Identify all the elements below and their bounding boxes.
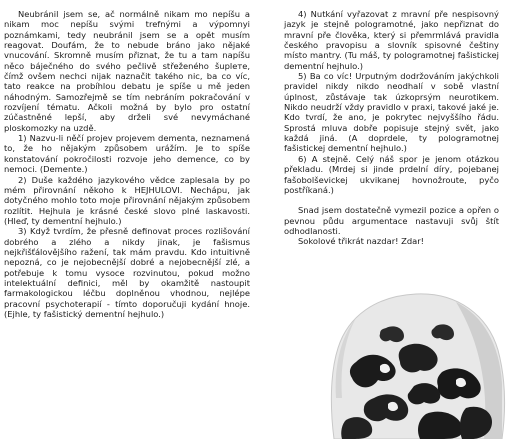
closing-paragraph: Snad jsem dostatečně vymezil pozice a opřen o pevnou půdu argumentace nastavuji svůj štít odhodlanosti. (284, 205, 499, 236)
article-right-column (284, 9, 499, 247)
sign-off: Sokolové třikrát nazdar! Zdar! (298, 236, 425, 247)
camo-painted-head-photo (316, 288, 512, 439)
point-1-paragraph: 1) Nazvu-li něčí projev projevem dementa, neznamená to, že ho nějakým způsobem urážím. Je to spíše konstatování pokročilosti rozvoje jeho demence, co by nemoci. (Demente.) (4, 133, 250, 175)
intro-paragraph: Neubránil jsem se, ač normálně nikam mo nepíšu a nikam moc nepíšu svými trefnými a výpomnyi poznámkami, tedy neubránil jsem se a opět musím reagovat. Doufám, že to nebude bráno jako nějaké vnucování. Skromně musím přiznat, že tu a tam napíšu něco báječného do svého pečlivě střeženého šupleте, čímž ovšem nechci nijak naznačit takého nic, ba co víc, tato reakce na probíhlou debatu je spíše u mě jeden náhodným. Samozřejmě se tím nebráním pokračování v rozvíjení tématu. Ačkoli možná by bylo pro ostatní zúčastněné lepší, aby drželi své nevymáchané ploskomozky na uzdě. (4, 9, 250, 133)
point-6-paragraph: 6) A stejně. Celý náš spor je jenom otázkou překladu. (Mrdej si jinde prdelní díry, pojebanej fašobolševickej ukvikanej hovnožroute, pyčo postříkaná.) (284, 153, 499, 195)
point-2-paragraph: 2) Duše každého jazykového vědce zaplesala by po mém přirovnání někoho k HEJHULOVI. Nechápu, jak dotyčného mohlo toto moje přirovnání nějakým způsobem rozlítit. Hejhula je krásné české slovo plné laskavosti. (Hleď, ty dementní hejhulo.) (4, 174, 250, 226)
article-left-column (4, 9, 250, 319)
point-3-paragraph: 3) Když tvrdím, že přesně definovat proces rozlišování dobrého a zlého a nikdy jinak, je fašismus nejkřišťálovějšího ražení, tak mám pravdu. Kdo intuitivně nepozná, co je nejobecnější dobré a nejobecnější zlé, a potřebuje k tomu vysoce rozvinutou, pokud možno intelektuální definici, měl by okamžitě nastoupit farmakologickou léčbu doplněnou vhodnou, nejlépe pracovní psychoterapií - tímto doporučuji kydání hnoje. (Ejhle, ty fašistický dementní hejhulo.) (4, 226, 250, 319)
point-4-paragraph: 4) Nutkání vyřazovat z mravní pře nespisovný jazyk je stejně pologramotné, jako nepřiznat do mravní pře člověka, který si přemrmlává pravidla českého pravopisu a slovník spisovné češtiny místo mantry. (Tu máš, ty pologramotnej fašistickej dementní hejhulo.) (284, 9, 499, 71)
point-5-paragraph: 5) Ba co víc! Urputným dodržováním jakýchkoli pravidel nikdy nikdo neodhalí v sobě vlastní úplnost, zůstávaje tak úzkoprsým neurotikem. Nikdo neudrží vždy pravidlo v praxi, takové jaké je. Kdo tvrdí, že ano, je pokrytec nejvyššího řádu. Sprostá mluva dobře popisuje stejný svět, jako každá jiná. (A doprdele, ty pologramotnej fašistickej dementní hejhulo.) (284, 71, 499, 154)
